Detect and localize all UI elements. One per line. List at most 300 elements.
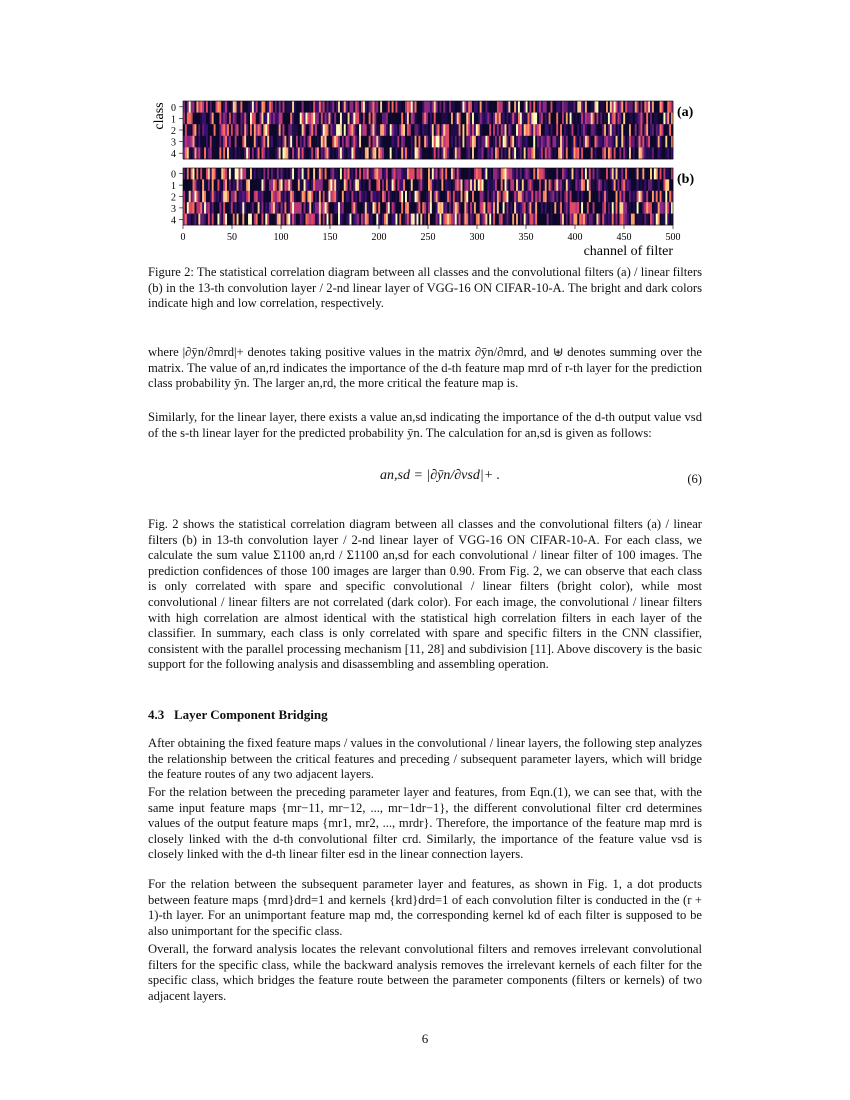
heatmap-cell	[478, 101, 480, 113]
heatmap-cell	[185, 168, 187, 180]
heatmap-cell	[514, 101, 516, 113]
heatmap-cell	[306, 179, 308, 191]
heatmap-cell	[298, 113, 300, 125]
heatmap-cell	[451, 101, 453, 113]
heatmap-cell	[648, 113, 650, 125]
heatmap-cell	[260, 168, 262, 180]
heatmap-cell	[432, 214, 434, 226]
heatmap-cell	[196, 101, 198, 113]
heatmap-cell	[596, 136, 598, 148]
heatmap-cell	[399, 136, 401, 148]
heatmap-cell	[608, 202, 610, 214]
heatmap-cell	[214, 214, 216, 226]
heatmap-cell	[351, 147, 353, 159]
heatmap-cell	[240, 124, 242, 136]
heatmap-cell	[564, 101, 566, 113]
heatmap-cell	[189, 113, 191, 125]
heatmap-cell	[489, 101, 491, 113]
heatmap-cell	[449, 136, 451, 148]
heatmap-cell	[371, 168, 373, 180]
heatmap-cell	[520, 136, 522, 148]
heatmap-cell	[468, 179, 470, 191]
heatmap-cell	[642, 101, 644, 113]
heatmap-cell	[432, 124, 434, 136]
heatmap-cell	[325, 113, 327, 125]
heatmap-cell	[342, 202, 344, 214]
heatmap-cell	[363, 147, 365, 159]
heatmap-cell	[608, 147, 610, 159]
heatmap-cell	[246, 168, 248, 180]
heatmap-cell	[361, 101, 363, 113]
heatmap-cell	[204, 191, 206, 203]
heatmap-cell	[246, 136, 248, 148]
heatmap-cell	[194, 214, 196, 226]
heatmap-cell	[461, 202, 463, 214]
heatmap-cell	[652, 136, 654, 148]
heatmap-cell	[235, 191, 237, 203]
heatmap-cell	[252, 101, 254, 113]
heatmap-cell	[654, 214, 656, 226]
heatmap-cell	[309, 168, 311, 180]
heatmap-cell	[556, 124, 558, 136]
heatmap-cell	[539, 113, 541, 125]
heatmap-cell	[499, 214, 501, 226]
heatmap-cell	[485, 113, 487, 125]
heatmap-cell	[196, 202, 198, 214]
heatmap-cell	[217, 101, 219, 113]
heatmap-cell	[225, 202, 227, 214]
heatmap-cell	[252, 113, 254, 125]
heatmap-cell	[663, 214, 665, 226]
heatmap-cell	[543, 124, 545, 136]
heatmap-cell	[447, 168, 449, 180]
heatmap-cell	[248, 202, 250, 214]
heatmap-cell	[648, 214, 650, 226]
heatmap-cell	[239, 101, 241, 113]
heatmap-cell	[198, 113, 200, 125]
heatmap-cell	[208, 168, 210, 180]
heatmap-cell	[549, 113, 551, 125]
heatmap-cell	[585, 124, 587, 136]
heatmap-cell	[552, 202, 554, 214]
heatmap-cell	[342, 147, 344, 159]
heatmap-cell	[334, 124, 336, 136]
heatmap-cell	[461, 113, 463, 125]
heatmap-cell	[330, 147, 332, 159]
heatmap-cell	[380, 168, 382, 180]
heatmap-cell	[506, 101, 508, 113]
heatmap-cell	[457, 168, 459, 180]
heatmap-cell	[625, 202, 627, 214]
heatmap-cell	[191, 214, 193, 226]
heatmap-cell	[194, 113, 196, 125]
heatmap-cell	[445, 147, 447, 159]
heatmap-cell	[294, 179, 296, 191]
heatmap-cell	[451, 214, 453, 226]
heatmap-cell	[528, 113, 530, 125]
heatmap-cell	[317, 202, 319, 214]
heatmap-cell	[516, 202, 518, 214]
heatmap-cell	[417, 202, 419, 214]
heatmap-cell	[658, 136, 660, 148]
heatmap-cell	[589, 101, 591, 113]
heatmap-cell	[495, 147, 497, 159]
heatmap-cell	[562, 214, 564, 226]
heatmap-cell	[449, 191, 451, 203]
heatmap-cell	[217, 113, 219, 125]
heatmap-cell	[617, 101, 619, 113]
heatmap-cell	[445, 168, 447, 180]
heatmap-cell	[470, 113, 472, 125]
heatmap-cell	[332, 124, 334, 136]
heatmap-cell	[573, 214, 575, 226]
heatmap-cell	[602, 191, 604, 203]
heatmap-cell	[367, 168, 369, 180]
heatmap-cell	[466, 124, 468, 136]
heatmap-cell	[426, 179, 428, 191]
heatmap-cell	[593, 191, 595, 203]
heatmap-cell	[420, 136, 422, 148]
heatmap-cell	[598, 179, 600, 191]
heatmap-cell	[560, 147, 562, 159]
x-axis-ticks	[181, 225, 681, 243]
heatmap-cell	[214, 179, 216, 191]
heatmap-cell	[635, 168, 637, 180]
heatmap-cell	[562, 191, 564, 203]
heatmap-cell	[281, 113, 283, 125]
figure-2	[0, 0, 850, 270]
heatmap-cell	[321, 136, 323, 148]
heatmap-cell	[478, 214, 480, 226]
heatmap-cell	[277, 113, 279, 125]
heatmap-cell	[506, 202, 508, 214]
heatmap-cell	[392, 202, 394, 214]
heatmap-cell	[543, 101, 545, 113]
heatmap-cell	[650, 179, 652, 191]
heatmap-cell	[384, 168, 386, 180]
heatmap-cell	[644, 124, 646, 136]
heatmap-cell	[332, 179, 334, 191]
heatmap-cell	[302, 191, 304, 203]
heatmap-cell	[348, 179, 350, 191]
heatmap-cell	[346, 113, 348, 125]
heatmap-cell	[271, 214, 273, 226]
heatmap-cell	[397, 124, 399, 136]
heatmap-cell	[327, 214, 329, 226]
heatmap-cell	[644, 202, 646, 214]
heatmap-cell	[531, 136, 533, 148]
heatmap-cell	[619, 113, 621, 125]
heatmap-cell	[212, 101, 214, 113]
heatmap-cell	[330, 168, 332, 180]
heatmap-cell	[212, 191, 214, 203]
heatmap-cell	[394, 214, 396, 226]
heatmap-cell	[468, 191, 470, 203]
heatmap-cell	[474, 191, 476, 203]
heatmap-cell	[206, 214, 208, 226]
heatmap-cell	[510, 147, 512, 159]
heatmap-cell	[631, 179, 633, 191]
heatmap-cell	[665, 168, 667, 180]
heatmap-cell	[399, 214, 401, 226]
heatmap-cell	[662, 124, 664, 136]
heatmap-cell	[464, 147, 466, 159]
heatmap-cell	[302, 202, 304, 214]
heatmap-cell	[508, 124, 510, 136]
heatmap-cell	[369, 191, 371, 203]
heatmap-cell	[495, 168, 497, 180]
heatmap-cell	[608, 124, 610, 136]
heatmap-cell	[359, 202, 361, 214]
heatmap-cell	[273, 168, 275, 180]
heatmap-cell	[593, 147, 595, 159]
heatmap-cell	[434, 101, 436, 113]
heatmap-cell	[501, 179, 503, 191]
heatmap-cell	[244, 113, 246, 125]
heatmap-cell	[292, 179, 294, 191]
heatmap-cell	[485, 214, 487, 226]
heatmap-cell	[273, 214, 275, 226]
heatmap-cell	[610, 101, 612, 113]
heatmap-cell	[411, 136, 413, 148]
heatmap-cell	[441, 101, 443, 113]
heatmap-cell	[183, 113, 185, 125]
heatmap-cell	[239, 168, 241, 180]
heatmap-cell	[485, 101, 487, 113]
heatmap-cell	[392, 113, 394, 125]
heatmap-cell	[246, 202, 248, 214]
heatmap-cell	[214, 101, 216, 113]
heatmap-cell	[269, 214, 271, 226]
heatmap-cell	[608, 191, 610, 203]
heatmap-cell	[344, 113, 346, 125]
heatmap-cell	[300, 191, 302, 203]
heatmap-cell	[640, 179, 642, 191]
heatmap-cell	[284, 168, 286, 180]
heatmap-cell	[221, 101, 223, 113]
heatmap-cell	[237, 124, 239, 136]
heatmap-cell	[614, 179, 616, 191]
heatmap-cell	[212, 202, 214, 214]
heatmap-cell	[386, 191, 388, 203]
heatmap-cell	[484, 124, 486, 136]
heatmap-cell	[518, 179, 520, 191]
heatmap-cell	[455, 136, 457, 148]
heatmap-cell	[371, 179, 373, 191]
heatmap-cell	[570, 179, 572, 191]
heatmap-cell	[572, 202, 574, 214]
heatmap-cell	[279, 179, 281, 191]
heatmap-cell	[286, 124, 288, 136]
heatmap-cell	[294, 202, 296, 214]
heatmap-cell	[646, 136, 648, 148]
heatmap-cell	[453, 147, 455, 159]
heatmap-cell	[608, 113, 610, 125]
heatmap-cell	[608, 101, 610, 113]
x-axis-label: channel of filter	[583, 244, 673, 259]
heatmap-cell	[487, 147, 489, 159]
heatmap-cell	[256, 101, 258, 113]
heatmap-cell	[260, 124, 262, 136]
heatmap-cell	[403, 179, 405, 191]
heatmap-cell	[260, 214, 262, 226]
heatmap-cell	[573, 113, 575, 125]
heatmap-cell	[434, 113, 436, 125]
heatmap-cell	[216, 147, 218, 159]
heatmap-cell	[612, 147, 614, 159]
heatmap-cell	[577, 179, 579, 191]
heatmap-cell	[595, 168, 597, 180]
heatmap-cell	[575, 101, 577, 113]
heatmap-cell	[499, 113, 501, 125]
heatmap-cell	[600, 147, 602, 159]
heatmap-cell	[263, 113, 265, 125]
heatmap-cell	[346, 179, 348, 191]
heatmap-cell	[353, 168, 355, 180]
heatmap-cell	[397, 101, 399, 113]
heatmap-cell	[298, 179, 300, 191]
heatmap-cell	[587, 191, 589, 203]
heatmap-cell	[434, 179, 436, 191]
heatmap-cell	[443, 214, 445, 226]
heatmap-cell	[656, 202, 658, 214]
heatmap-cell	[288, 147, 290, 159]
heatmap-cell	[656, 168, 658, 180]
heatmap-cell	[464, 101, 466, 113]
heatmap-cell	[455, 101, 457, 113]
heatmap-cell	[545, 101, 547, 113]
heatmap-cell	[242, 147, 244, 159]
heatmap-cell	[200, 113, 202, 125]
heatmap-cell	[543, 202, 545, 214]
heatmap-cell	[290, 147, 292, 159]
heatmap-cell	[497, 191, 499, 203]
heatmap-cell	[583, 147, 585, 159]
heatmap-cell	[497, 202, 499, 214]
x-tick-label: 0	[180, 232, 186, 243]
heatmap-cell	[612, 124, 614, 136]
heatmap-cell	[260, 101, 262, 113]
heatmap-cell	[572, 101, 574, 113]
heatmap-cell	[420, 101, 422, 113]
heatmap-cell	[558, 202, 560, 214]
heatmap-cell	[459, 179, 461, 191]
heatmap-cell	[395, 113, 397, 125]
heatmap-cell	[587, 147, 589, 159]
heatmap-cell	[242, 101, 244, 113]
heatmap-cell	[487, 101, 489, 113]
heatmap-cell	[506, 179, 508, 191]
heatmap-cell	[510, 214, 512, 226]
heatmap-cell	[302, 124, 304, 136]
heatmap-cell	[434, 168, 436, 180]
heatmap-cell	[575, 191, 577, 203]
heatmap-cell	[637, 113, 639, 125]
heatmap-cell	[547, 202, 549, 214]
heatmap-cell	[482, 168, 484, 180]
heatmap-cell	[240, 113, 242, 125]
heatmap-cell	[413, 179, 415, 191]
heatmap-cell	[443, 136, 445, 148]
heatmap-cell	[508, 168, 510, 180]
heatmap-cell	[328, 202, 330, 214]
heatmap-cell	[570, 202, 572, 214]
heatmap-cell	[568, 214, 570, 226]
heatmap-cell	[277, 147, 279, 159]
heatmap-cell	[342, 214, 344, 226]
heatmap-cell	[434, 202, 436, 214]
heatmap-cell	[237, 179, 239, 191]
heatmap-cell	[439, 113, 441, 125]
heatmap-cell	[304, 101, 306, 113]
heatmap-cell	[397, 168, 399, 180]
heatmap-cell	[529, 168, 531, 180]
heatmap-cell	[304, 136, 306, 148]
heatmap-cell	[376, 191, 378, 203]
heatmap-cell	[307, 168, 309, 180]
heatmap-cell	[223, 101, 225, 113]
heatmap-cell	[650, 147, 652, 159]
heatmap-cell	[281, 136, 283, 148]
heatmap-cell	[296, 214, 298, 226]
heatmap-cell	[283, 202, 285, 214]
heatmap-cell	[453, 168, 455, 180]
heatmap-cell	[346, 168, 348, 180]
class-ticks-panel-a	[171, 103, 183, 160]
heatmap-cell	[658, 191, 660, 203]
heatmap-cell	[415, 124, 417, 136]
heatmap-cell	[223, 191, 225, 203]
heatmap-cell	[631, 136, 633, 148]
heatmap-cell	[202, 168, 204, 180]
heatmap-cell	[660, 147, 662, 159]
heatmap-cell	[365, 191, 367, 203]
heatmap-cell	[451, 136, 453, 148]
heatmap-cell	[202, 101, 204, 113]
heatmap-cell	[591, 147, 593, 159]
heatmap-cell	[260, 202, 262, 214]
heatmap-cell	[233, 214, 235, 226]
heatmap-cell	[415, 179, 417, 191]
heatmap-cell	[344, 124, 346, 136]
heatmap-cell	[487, 113, 489, 125]
heatmap-cell	[202, 214, 204, 226]
heatmap-cell	[244, 214, 246, 226]
heatmap-cell	[309, 124, 311, 136]
heatmap-cell	[539, 147, 541, 159]
heatmap-cell	[338, 101, 340, 113]
heatmap-cell	[627, 136, 629, 148]
heatmap-cell	[468, 147, 470, 159]
heatmap-cell	[570, 113, 572, 125]
heatmap-cell	[531, 113, 533, 125]
heatmap-cell	[231, 179, 233, 191]
heatmap-cell	[560, 179, 562, 191]
heatmap-cell	[455, 113, 457, 125]
heatmap-cell	[196, 168, 198, 180]
heatmap-cell	[464, 136, 466, 148]
heatmap-cell	[359, 101, 361, 113]
heatmap-cell	[667, 214, 669, 226]
heatmap-cell	[528, 168, 530, 180]
heatmap-cell	[302, 136, 304, 148]
heatmap-cell	[585, 179, 587, 191]
heatmap-cell	[508, 214, 510, 226]
heatmap-cell	[660, 179, 662, 191]
heatmap-cell	[208, 113, 210, 125]
heatmap-cell	[466, 101, 468, 113]
heatmap-cell	[394, 147, 396, 159]
